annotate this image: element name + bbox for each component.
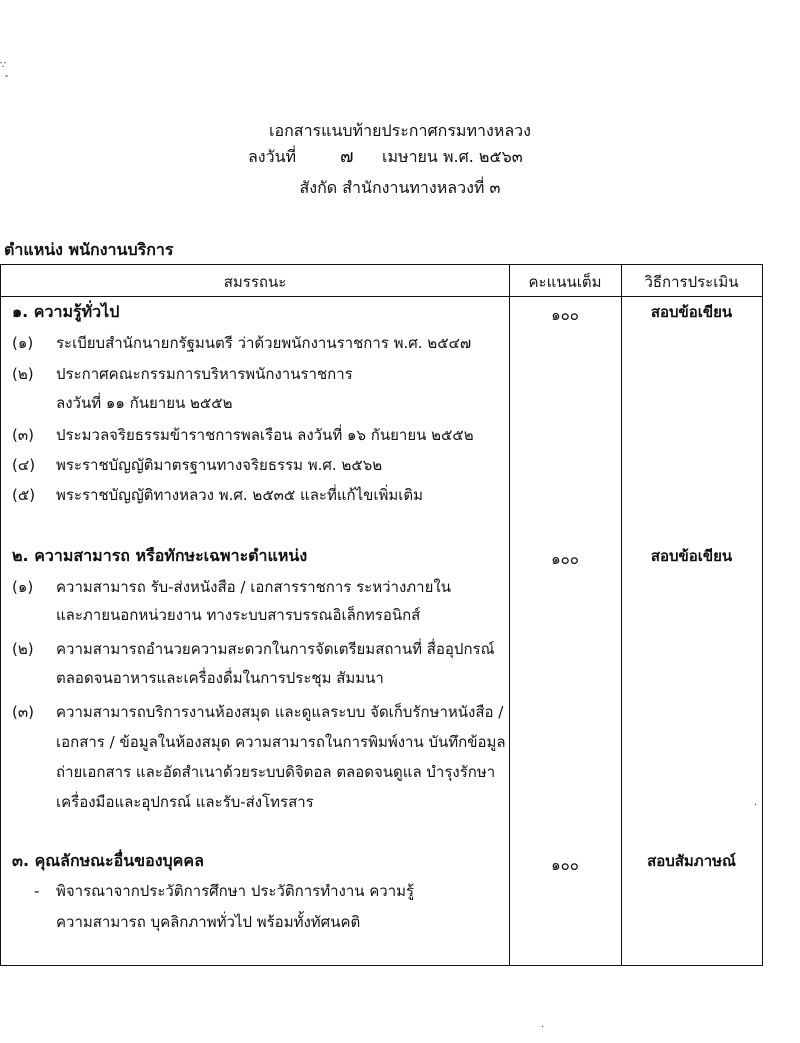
item-text: พระราชบัญญัติมาตรฐานทางจริยธรรม พ.ศ. ๒๕๖๒ [56,456,383,474]
item-number: (๓) [12,703,34,721]
item-number: (๑) [12,578,34,596]
position-title: ตำแหน่ง พนักงานบริการ [4,240,174,259]
item-text: เครื่องมือและอุปกรณ์ และรับ-ส่งโทรสาร [56,793,314,811]
section-score: ๑๐๐ [551,550,579,568]
affiliation: สังกัด สำนักงานทางหลวงที่ ๓ [299,178,501,197]
item-text: ลงวันที่ ๑๑ กันยายน ๒๕๕๒ [56,394,233,412]
item-text: ตลอดจนอาหารและเครื่องดื่มในการประชุม สัมมนา [56,669,384,687]
item-number: (๕) [12,486,36,504]
affiliation-line [0,175,800,201]
item-text: ถ่ายเอกสาร และอัดสำเนาด้วยระบบดิจิตอล ตลอดจนดูแล บำรุงรักษา [56,763,496,781]
document-header [0,118,800,144]
item-text: ระเบียบสำนักนายกรัฐมนตรี ว่าด้วยพนักงานราชการ พ.ศ. ๒๕๔๗ [56,334,472,352]
item-bullet: - [34,882,40,900]
item-number: (๒) [12,365,34,383]
item-number: (๑) [12,334,34,352]
section-method: สอบสัมภาษณ์ [647,852,736,870]
header-full-score: คะแนนเต็ม [528,273,602,291]
header-method: วิธีการประเมิน [644,273,739,291]
item-text: ความสามารถบริการงานห้องสมุด และดูแลระบบ จัดเก็บรักษาหนังสือ / [56,703,504,721]
section-method: สอบข้อเขียน [650,303,733,321]
section-title: ๓. คุณลักษณะอื่นของบุคคล [12,851,204,870]
scan-speck: ˇ [4,75,9,86]
scan-speck: ∵ [0,60,7,71]
document-title: เอกสารแนบท้ายประกาศกรมทางหลวง [269,121,531,140]
section-score: ๑๐๐ [551,306,579,324]
item-text: ความสามารถ บุคลิกภาพทั่วไป พร้อมทั้งทัศนคติ [56,913,361,931]
item-text: พระราชบัญญัติทางหลวง พ.ศ. ๒๕๓๕ และที่แก้ไขเพิ่มเติม [56,486,424,504]
date-month-year: เมษายน พ.ศ. ๒๕๖๓ [382,147,523,166]
item-number: (๒) [12,640,34,658]
item-text: ความสามารถ รับ-ส่งหนังสือ / เอกสารราชการ ระหว่างภายใน [56,578,451,596]
item-text: พิจารณาจากประวัติการศึกษา ประวัติการทำงาน ความรู้ [56,882,415,900]
item-text: ความสามารถอำนวยความสะดวกในการจัดเตรียมสถานที่ สื่ออุปกรณ์ [56,640,495,658]
date-day: ๗ [340,146,354,167]
section-title: ๑. ความรู้ทั่วไป [12,302,120,321]
item-text: ประกาศคณะกรรมการบริหารพนักงานราชการ [56,365,353,383]
date-prefix: ลงวันที่ [248,147,297,166]
item-number: (๔) [12,456,36,474]
competency-table [0,264,763,966]
scan-speck: · [541,1022,545,1033]
header-competency: สมรรถนะ [223,273,287,291]
item-text: และภายนอกหน่วยงาน ทางระบบสารบรรณอิเล็กทรอนิกส์ [56,606,421,624]
item-number: (๓) [12,426,34,444]
section-method: สอบข้อเขียน [650,547,733,565]
section-title: ๒. ความสามารถ หรือทักษะเฉพาะตำแหน่ง [12,546,308,565]
item-text: เอกสาร / ข้อมูลในห้องสมุด ความสามารถในการพิมพ์งาน บันทึกข้อมูล [56,733,506,751]
section-score: ๑๐๐ [551,856,579,874]
scan-speck: · [754,800,758,811]
header-divider [1,296,762,297]
item-text: ประมวลจริยธรรมข้าราชการพลเรือน ลงวันที่ ๑๖ กันยายน ๒๕๕๒ [56,426,474,444]
